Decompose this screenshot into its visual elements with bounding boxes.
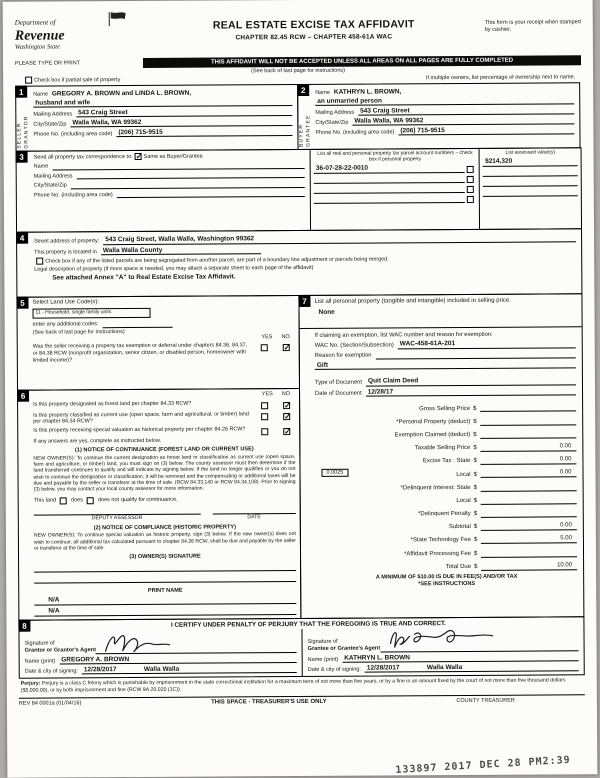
parcel-header: List all real and personal property tax parcel account numbers – check box if personal property xyxy=(314,150,476,163)
assessed-values-column xyxy=(479,148,581,229)
personal-property-checkbox-1 xyxy=(467,166,474,173)
see-instructions-note: *SEE INSTRUCTIONS xyxy=(316,580,577,588)
title-block xyxy=(143,9,485,57)
mailing-label: Mailing Address xyxy=(34,173,77,180)
partial-sale-checkbox xyxy=(25,77,32,84)
perjury-text: Perjury is a class C felony which is punishable by imprisonment in the state correctional institution for a maximum term of not more than five years, or by a fine in an amount fixed by the court of not more than five thousand dollars ($5,000.00), or by both imprisonment and fine (RCW 9A.20.020 (1C)). xyxy=(21,678,566,694)
fee-row-delinquent-local: Local $ xyxy=(316,491,577,506)
logo-text: Revenue xyxy=(15,29,143,44)
assessed-line xyxy=(483,188,578,197)
legal-description-label: Legal description of property (if more space is needed, you may attach a separate sheet to each page of the affidavit) xyxy=(34,265,313,273)
parcel-line xyxy=(314,175,465,184)
correspondence-mailing xyxy=(77,170,305,179)
county-treasurer-label: COUNTY TREASURER xyxy=(456,697,585,704)
assessed-line xyxy=(483,168,578,177)
parties-row xyxy=(15,82,581,151)
assessed-line xyxy=(483,178,578,187)
fee-table xyxy=(315,399,577,572)
name-label: Name xyxy=(315,90,334,96)
minimum-fee-note: A MINIMUM OF $10.00 IS DUE IN FEE(S) AND/OR TAX xyxy=(316,573,577,581)
reason-line xyxy=(375,350,575,359)
grantor-signature-block xyxy=(19,629,301,678)
city-label: City/State/Zip xyxy=(34,183,71,190)
fee-row-excise-local: 0.0025 Local $ 0.00 xyxy=(315,465,576,480)
grantor-signature-line xyxy=(96,645,297,654)
personal-property-block xyxy=(299,296,581,328)
personal-property-value: None xyxy=(319,308,576,317)
street-address-label: Street address of property: xyxy=(34,239,103,246)
grantee-date-value: 12/28/2017 xyxy=(365,664,425,673)
s5-no-checkbox xyxy=(283,344,290,351)
located-label: This property is located in xyxy=(34,249,101,256)
print-name-title: PRINT NAME xyxy=(34,587,296,595)
deputy-assessor-line xyxy=(34,513,296,523)
print-name-line-2: N/A xyxy=(34,604,296,617)
section-1-badge: 1 xyxy=(15,86,27,98)
treasurer-space-label: THIS SPACE - TREASURER'S USE ONLY xyxy=(81,698,456,707)
seller-side-label: SELLER GRANTOR xyxy=(17,101,30,149)
s5-yes-checkbox xyxy=(261,344,268,351)
if-yes-note: If any answers are yes, complete as instructed below. xyxy=(33,437,295,445)
notice-continuance-body: NEW OWNER(S): To continue the current designation as forest land or classification as current use (open space, farm and agriculture, or timber) land, you must sign on (3) below. The county assessor must then determine if the land transferred continues to qualify and will indicate by signing below. If the land no longer qualifies or you do not wish to continue the designation or classification, it will be removed and the compensating or additional taxes will be due and payable by the seller or transferor at the time of sale. (RCW 84.33.140 or RCW 84.34.108). Prior to signing (3) below, you may contact your local county assessor for more information. xyxy=(33,454,295,494)
reason-value: Gift xyxy=(315,360,576,370)
doc-date-value: 12/28/17 xyxy=(366,387,576,397)
historic-question-row: Is this property receiving special valuation as historical property per chapter 84.26 RCW? ✓ xyxy=(33,426,295,437)
section-2-badge: 2 xyxy=(297,84,309,96)
grantee-signature xyxy=(384,627,524,654)
chapter-line: CHAPTER 82.45 RCW – CHAPTER 458-61A WAC xyxy=(143,33,485,43)
grantor-name-label: Name (print) xyxy=(25,658,60,665)
buyer-mailing: 543 Craig Street xyxy=(358,106,574,116)
grantee-name-value: KATHRYN L. BROWN xyxy=(342,653,578,663)
perjury-label: Perjury: xyxy=(21,681,41,687)
parcel-line xyxy=(314,185,465,194)
grantor-name-value: GREGORY A. BROWN xyxy=(59,655,296,665)
legal-description-value: See attached Annex "A" to Real Estate Excise Tax Affidavit. xyxy=(52,274,235,283)
q1-yes-checkbox xyxy=(261,402,268,409)
grantor-signature xyxy=(100,631,220,656)
doc-date-label: Date of Document xyxy=(315,390,366,397)
fee-row-delinquent-state: *Delinquent Interest: State $ xyxy=(316,478,577,493)
personal-property-label: List all personal property (tangible and intangible) included in selling price. xyxy=(314,297,575,307)
additional-codes-label: enter any additional codes: xyxy=(33,322,103,329)
multiple-owners-note: If multiple owners, list percentage of ownership next to name. xyxy=(426,74,575,81)
fee-row-taxable: Taxable Selling Price $ 0.00 xyxy=(315,438,576,453)
land-use-label: Select Land Use Code(s): xyxy=(32,298,294,306)
notice-compliance-body: NEW OWNER(S): To continue special valuation as historic property, sign (3) below. If the new owner(s) does not wish to continue, all additional tax calculated pursuant to chapter 84.26 RCW, shall be due and payable by the seller or transferor at the time of sale. xyxy=(34,531,296,552)
q2-no-checkbox xyxy=(283,413,290,420)
city-label: City/State/Zip xyxy=(33,121,70,128)
mailing-label: Mailing Address xyxy=(33,111,76,118)
section-8-badge: 8 xyxy=(18,620,30,632)
q3-no-checkbox xyxy=(283,428,290,435)
same-as-buyer-label: Same as Buyer/Grantee xyxy=(144,153,203,160)
section-3 xyxy=(16,147,582,232)
seller-mailing: 543 Craig Street xyxy=(76,108,292,118)
send-correspondence-label: Send all property tax correspondence to: xyxy=(34,154,133,161)
grantee-date-label: Date & city of signing: xyxy=(308,667,365,674)
grantor-date-value: 12/28/2017 xyxy=(82,666,142,675)
buyer-name: KATHRYN L. BROWN, xyxy=(334,88,402,96)
correspondence-name xyxy=(52,161,305,171)
rev-number: REV 84 0001a (01/04/16) xyxy=(19,700,81,707)
section-5 xyxy=(16,295,300,391)
flag-icon xyxy=(107,11,129,27)
left-column xyxy=(16,295,301,621)
dor-logo xyxy=(15,11,143,58)
correspondence-city xyxy=(71,180,305,189)
name-label: Name xyxy=(34,164,53,170)
notice-compliance-title: (2) NOTICE OF COMPLIANCE (HISTORIC PROPERTY) xyxy=(34,524,296,532)
section-8 xyxy=(18,616,584,679)
q3-yes-checkbox xyxy=(261,428,268,435)
mailing-label: Mailing Address xyxy=(315,109,358,116)
land-does-checkbox xyxy=(60,497,67,504)
grantee-signature-label: Signature of Grantee or Grantee's Agent xyxy=(308,639,381,653)
grantee-name-label: Name (print) xyxy=(308,657,343,664)
warning-bar: THIS AFFIDAVIT WILL NOT BE ACCEPTED UNLESS ALL AREAS ON ALL PAGES ARE FULLY COMPLETED xyxy=(143,55,581,68)
fee-row-excise-state: Excise Tax : State $ 0.00 xyxy=(315,451,576,466)
see-back-note: (See back of last page for instructions) xyxy=(15,66,581,76)
receipt-note: This form is your receipt when stamped by cashier. xyxy=(485,8,581,55)
perjury-statement xyxy=(19,676,585,696)
section-7-badge: 7 xyxy=(298,295,310,307)
print-name-line-1: N/A xyxy=(34,593,296,606)
seller-phone: (206) 715-9515 xyxy=(116,128,292,138)
owners-signature-title: (3) OWNER(S) SIGNATURE xyxy=(34,553,296,561)
located-value: Walla Walla County xyxy=(101,246,261,255)
additional-codes-line xyxy=(102,319,172,327)
doc-type-value: Quit Claim Deed xyxy=(366,377,576,387)
correspondence-phone xyxy=(117,189,305,198)
partial-sale-label: Check box if partial sale of property xyxy=(34,77,120,84)
section-5-badge: 5 xyxy=(16,297,28,309)
tax-correspondence-box xyxy=(17,150,311,232)
q2-yes-checkbox xyxy=(261,413,268,420)
wac-label: WAC No. (Section/Subsection) xyxy=(315,343,398,350)
section-4-badge: 4 xyxy=(16,232,28,244)
section-3-badge: 3 xyxy=(16,151,28,163)
form-footer xyxy=(19,694,585,707)
owner-signature-line-2 xyxy=(34,571,296,584)
seller-city: Walla Walla, WA 99362 xyxy=(70,118,292,128)
section-4 xyxy=(16,228,582,297)
buyer-name-2: an unmarried person xyxy=(315,96,574,106)
section-6 xyxy=(17,388,301,621)
current-use-question-row: Is this property classified as current use (open space, farm and agricultural, or timber) land per chapter 84.34 RCW? ✓ xyxy=(33,411,295,426)
parcel-number: 36-07-28-22-0010 xyxy=(314,164,465,173)
certify-statement: I CERTIFY UNDER PENALTY OF PERJURY THAT THE FOREGOING IS TRUE AND CORRECT. xyxy=(19,617,583,631)
fee-row-personal: *Personal Property (deduct) $ xyxy=(315,412,576,427)
seller-grantor-box xyxy=(15,84,298,152)
section-7 xyxy=(298,293,584,619)
forest-land-question-row: Is this property designated as forest land per chapter 84.33 RCW? ✓ xyxy=(33,400,295,411)
personal-property-checkbox-3 xyxy=(467,186,474,193)
personal-property-checkbox-4 xyxy=(467,196,474,203)
wac-value: WAC-458-61A-201 xyxy=(398,340,576,350)
seller-name-2: husband and wife xyxy=(33,98,292,108)
yes-no-header: YES NO xyxy=(33,391,295,399)
phone-label: Phone No. (including area code) xyxy=(33,131,116,138)
logo-text: Washington State xyxy=(15,43,143,51)
assessed-header: List assessed value(s) xyxy=(483,150,578,157)
cashier-date-stamp: 133897 2017 DEC 28 PM2:39 xyxy=(396,754,572,776)
notice-continuance-title: (1) NOTICE OF CONTINUANCE (FOREST LAND OR CURRENT USE) xyxy=(33,446,295,454)
form-header xyxy=(15,8,581,57)
segregated-checkbox xyxy=(36,258,43,265)
grantor-signature-label: Signature of Grantor or Grantor's Agent xyxy=(25,641,96,655)
grantee-signature-line xyxy=(380,644,578,653)
reason-label: Reason for exemption xyxy=(315,353,376,360)
same-as-buyer-checkbox xyxy=(135,153,142,160)
fee-row-exemption: Exemption Claimed (deduct) $ xyxy=(315,425,576,440)
see-back-note: (See back of last page for instructions) xyxy=(33,328,295,336)
exemption-question: Was the seller receiving a property tax exemption or deferral under chapters 84.36, 84.37, or 84.38 RCW (nonprofit organization, senior citizen, or disabled person, homeowner with limited income)? xyxy=(33,342,253,364)
fee-row-tech-fee: *State Technology Fee $ 5.00 xyxy=(316,530,577,545)
land-use-code-box: 11 - Household, single family units xyxy=(33,308,151,318)
seller-name: GREGORY A. BROWN and LINDA L. BROWN, xyxy=(52,89,191,97)
affidavit-page xyxy=(3,0,598,778)
fee-row-total-due: Total Due $ 10.00 xyxy=(316,557,577,572)
doc-type-label: Type of Document xyxy=(315,380,366,387)
grantor-city-value: Walla Walla xyxy=(142,665,297,674)
phone-label: Phone No. (including area code) xyxy=(34,192,117,199)
main-columns xyxy=(16,293,584,620)
buyer-city: Walla Walla, WA 99362 xyxy=(352,116,574,126)
deputy-assessor-label: DEPUTY ASSESSOR xyxy=(34,513,201,522)
grantee-signature-block xyxy=(301,628,583,677)
parcel-numbers-column xyxy=(310,149,480,230)
city-label: City/State/Zip xyxy=(315,119,352,126)
form-title: REAL ESTATE EXCISE TAX AFFIDAVIT xyxy=(143,18,485,32)
grantor-date-label: Date & city of signing: xyxy=(25,668,82,675)
fee-row-penalty: *Delinquent Penalty $ xyxy=(316,504,577,519)
please-type-label: PLEASE TYPE OR PRINT xyxy=(15,60,143,67)
land-does-not-checkbox xyxy=(87,497,94,504)
fee-row-processing-fee: *Affidavit Processing Fee $ xyxy=(316,544,577,559)
section-6-badge: 6 xyxy=(17,390,29,402)
name-label: Name xyxy=(33,91,52,97)
exemption-claim-label: If claiming an exemption, list WAC number and reason for exemption: xyxy=(315,331,576,339)
buyer-side-label: BUYER GRANTEE xyxy=(299,99,312,147)
q1-no-checkbox xyxy=(283,402,290,409)
assessed-value: $214,320 xyxy=(483,158,578,167)
phone-label: Phone No. (including area code) xyxy=(315,129,398,136)
yes-no-header: YES NO xyxy=(33,334,295,342)
fee-row-gross: Gross Selling Price $ xyxy=(315,399,576,414)
personal-property-checkbox-2 xyxy=(467,176,474,183)
local-rate-box: 0.0025 xyxy=(321,469,348,477)
street-address-value: 543 Craig Street, Walla Walla, Washington 99362 xyxy=(103,234,576,245)
fee-row-subtotal: Subtotal $ 0.00 xyxy=(316,517,577,532)
exemption-question-row xyxy=(33,342,295,364)
buyer-phone: (206) 715-9515 xyxy=(398,126,574,136)
grantee-city-value: Walla Walla xyxy=(425,663,579,672)
segregated-label: Check box if any of the listed parcels are being segregated from another parcel, are part of a boundary line adjustment or parcels being merged. xyxy=(45,256,388,264)
date-label: DATE xyxy=(212,513,295,521)
continuance-qualify-row: This land does does not qualify for continuance. xyxy=(34,496,296,505)
parcel-line xyxy=(314,195,465,204)
buyer-grantee-box xyxy=(297,82,580,150)
logo-text: Department of xyxy=(15,18,56,26)
